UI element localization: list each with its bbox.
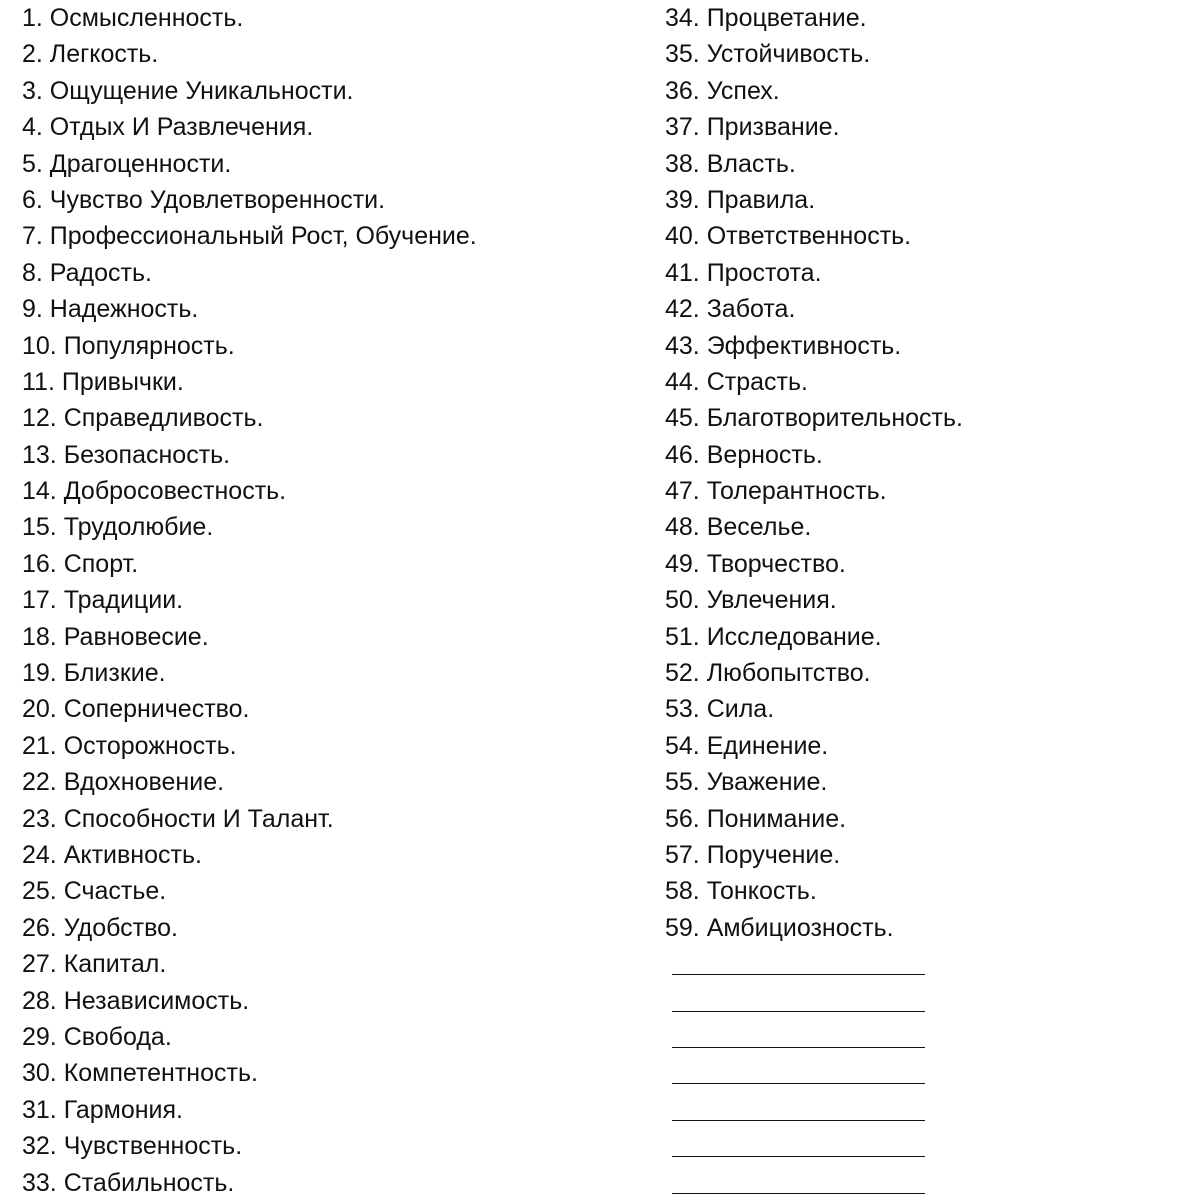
underline (672, 974, 925, 975)
list-item: 55. Уважение. (665, 768, 828, 797)
list-item: 33. Стабильность. (22, 1168, 235, 1197)
underline (672, 1156, 925, 1157)
list-item: 46. Верность. (665, 440, 823, 469)
list-item: 24. Активность. (22, 840, 202, 869)
blank-entry-line[interactable] (665, 1128, 963, 1164)
list-item: 3. Ощущение Уникальности. (22, 76, 354, 105)
list-item: 42. Забота. (665, 295, 796, 324)
list-item: 58. Тонкость. (665, 877, 817, 906)
blank-entry-line[interactable] (665, 1092, 963, 1128)
list-item: 30. Компетентность. (22, 1059, 258, 1088)
list-item: 6. Чувство Удовлетворенности. (22, 185, 386, 214)
list-item: 2. Легкость. (22, 40, 159, 69)
blank-entry-line[interactable] (665, 1165, 963, 1201)
list-item: 26. Удобство. (22, 913, 178, 942)
list-item: 8. Радость. (22, 258, 152, 287)
underline (672, 1011, 925, 1012)
list-item: 57. Поручение. (665, 840, 841, 869)
list-item: 5. Драгоценности. (22, 149, 232, 178)
list-item: 28. Независимость. (22, 986, 250, 1015)
blank-entry-line[interactable] (665, 983, 963, 1019)
list-item: 34. Процветание. (665, 4, 867, 32)
list-item: 22. Вдохновение. (22, 768, 225, 797)
list-item: 47. Толерантность. (665, 477, 887, 506)
list-item: 35. Устойчивость. (665, 40, 871, 69)
list-item: 10. Популярность. (22, 331, 235, 360)
values-list-left (22, 0, 477, 1201)
underline (672, 1047, 925, 1048)
list-item: 19. Близкие. (22, 659, 166, 688)
list-item: 54. Единение. (665, 731, 829, 760)
list-item: 53. Сила. (665, 695, 775, 724)
list-item: 49. Творчество. (665, 549, 846, 578)
list-item: 1. Осмысленность. (22, 4, 244, 32)
list-item: 14. Добросовестность. (22, 477, 287, 506)
list-item: 11. Привычки. (22, 367, 184, 396)
list-item: 38. Власть. (665, 149, 796, 178)
blank-entry-line[interactable] (665, 1055, 963, 1091)
list-item: 15. Трудолюбие. (22, 513, 214, 542)
list-item: 45. Благотворительность. (665, 404, 963, 433)
list-item: 32. Чувственность. (22, 1132, 243, 1161)
list-item: 9. Надежность. (22, 295, 199, 324)
blank-entry-line[interactable] (665, 1019, 963, 1055)
list-item: 12. Справедливость. (22, 404, 264, 433)
list-item: 17. Традиции. (22, 586, 184, 615)
list-item: 25. Счастье. (22, 877, 167, 906)
list-item: 39. Правила. (665, 185, 816, 214)
list-item: 4. Отдых И Развлечения. (22, 113, 314, 142)
list-item: 29. Свобода. (22, 1022, 172, 1051)
list-item: 41. Простота. (665, 258, 822, 287)
list-item: 59. Амбициозность. (665, 913, 894, 942)
list-item: 43. Эффективность. (665, 331, 902, 360)
list-item: 51. Исследование. (665, 622, 882, 651)
values-list-right (665, 0, 963, 1201)
list-item: 56. Понимание. (665, 804, 847, 833)
list-item: 31. Гармония. (22, 1095, 183, 1124)
list-item: 40. Ответственность. (665, 222, 912, 251)
list-item: 16. Спорт. (22, 549, 139, 578)
underline (672, 1193, 925, 1194)
list-item: 27. Капитал. (22, 950, 167, 979)
underline (672, 1083, 925, 1084)
blank-entry-line[interactable] (665, 946, 963, 982)
list-item: 48. Веселье. (665, 513, 812, 542)
list-item: 7. Профессиональный Рост, Обучение. (22, 222, 477, 251)
list-item: 18. Равновесие. (22, 622, 209, 651)
list-item: 21. Осторожность. (22, 731, 237, 760)
list-item: 37. Призвание. (665, 113, 840, 142)
list-item: 50. Увлечения. (665, 586, 837, 615)
list-item: 13. Безопасность. (22, 440, 231, 469)
underline (672, 1120, 925, 1121)
list-item: 44. Страсть. (665, 367, 808, 396)
list-item: 20. Соперничество. (22, 695, 250, 724)
list-item: 23. Способности И Талант. (22, 804, 334, 833)
list-item: 52. Любопытство. (665, 659, 871, 688)
list-item: 36. Успех. (665, 76, 780, 105)
